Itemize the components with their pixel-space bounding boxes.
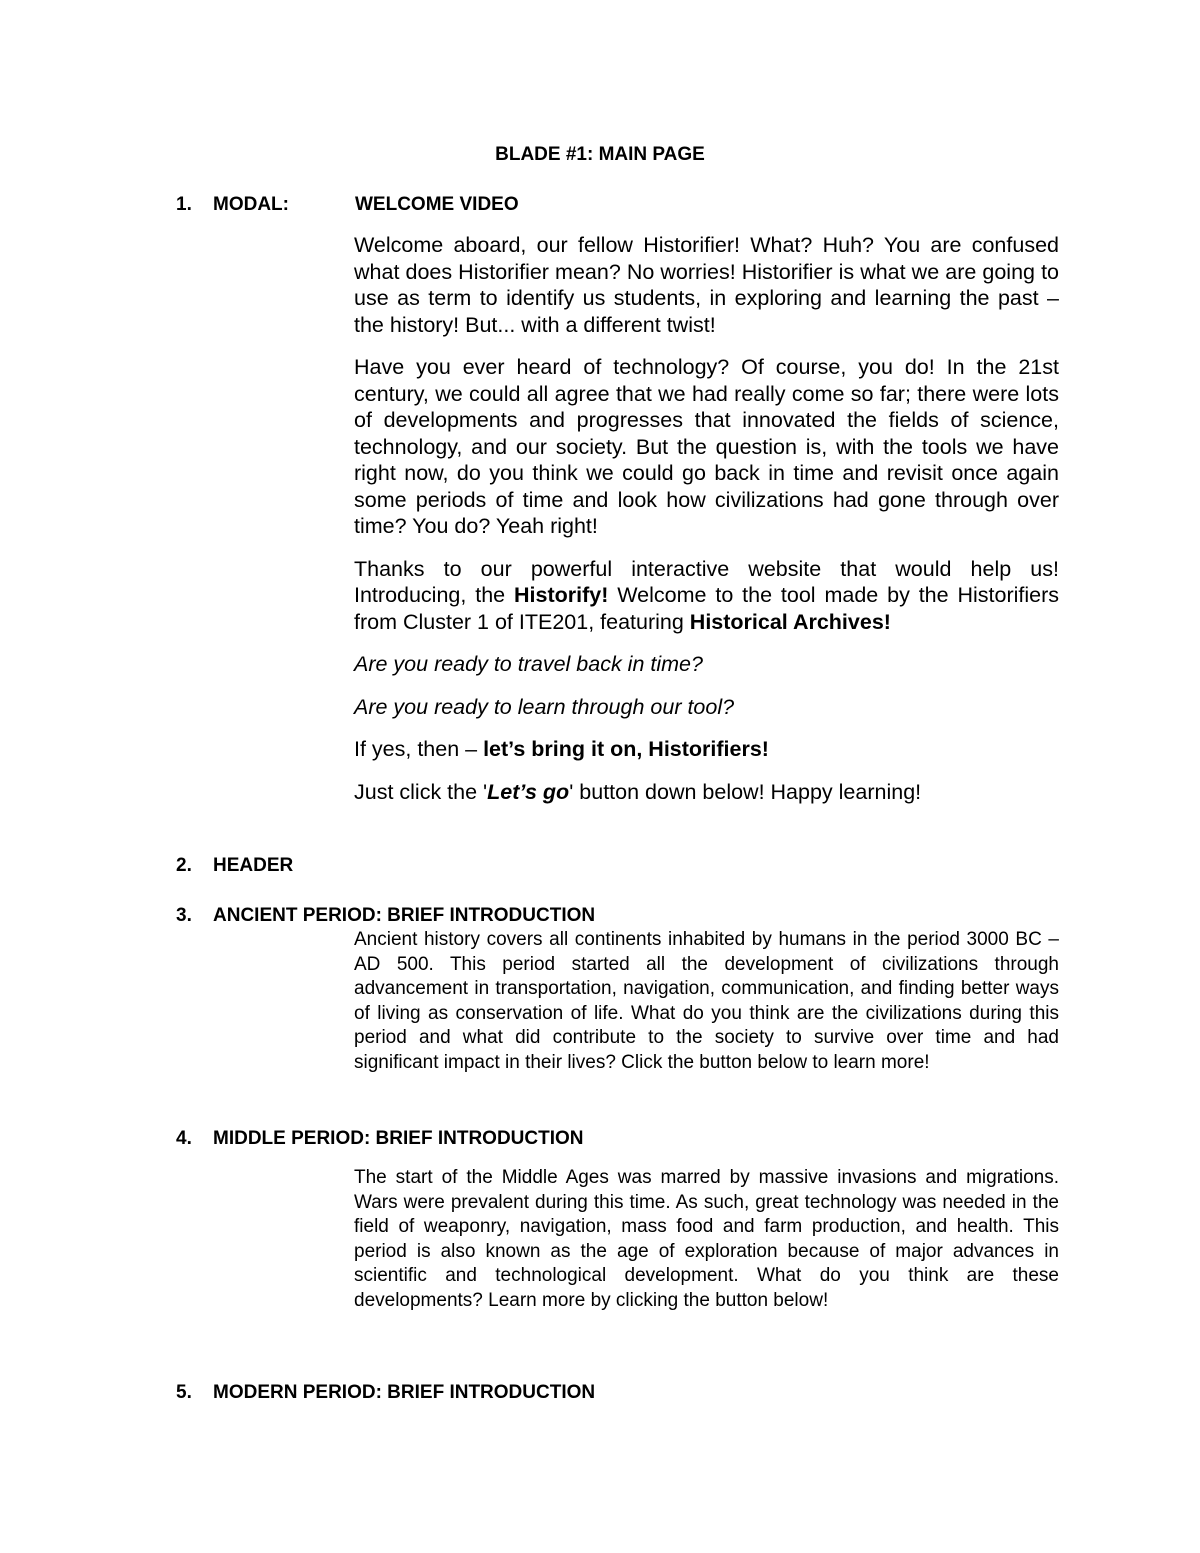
welcome-paragraph-2: Have you ever heard of technology? Of course, you do! In the 21st century, we could all agree that we had really come so far; there were lots of developments and progresses that innovated the fields of science, technology, and our society. But the question is, with the tools we have right now, do you think we could go back in time and revisit once again some periods of time and look how civilizations had gone through over time? You do? Yeah right! [354,355,1059,538]
instruction-line: Just click the 'Let’s go' button down below! Happy learning! [354,779,922,804]
section-subtitle: WELCOME VIDEO [355,194,519,215]
section-heading-header [176,854,293,878]
section-label: MODAL: [213,194,289,215]
welcome-body [354,232,1059,805]
middle-body [354,1166,1059,1314]
page-title: BLADE #1: MAIN PAGE [495,144,705,165]
welcome-paragraph-3: Thanks to our powerful interactive website that would help us! Introducing, the Historify! Welcome to the tool made by the Historifiers from Cluster 1 of ITE201, featuring Historical Archives! [354,556,1059,634]
section-number: 1. [176,194,192,215]
section-label: MIDDLE PERIOD: BRIEF INTRODUCTION [213,1128,584,1149]
section-heading-modern [176,1381,595,1405]
question-1: Are you ready to travel back in time? [354,652,703,676]
section-number: 5. [176,1382,192,1403]
ancient-paragraph: Ancient history covers all continents inhabited by humans in the period 3000 BC – AD 500. This period started all the development of civilizations through advancement in transportation, navigation, communication, and finding better ways of living as conservation of life. What do you think are the civilizations during this period and what did contribute to the society to survive over time and had significant impact in their lives? Click the button below to learn more! [354,929,1059,1073]
section-number: 3. [176,905,192,926]
section-number: 2. [176,855,192,876]
section-heading-middle [176,1127,584,1151]
section-label: HEADER [213,855,294,876]
feature-name: Historical Archives! [689,609,891,634]
middle-paragraph: The start of the Middle Ages was marred by massive invasions and migrations. Wars were prevalent during this time. As such, great technology was needed in the field of weaponry, navigation, mass food and farm production, and health. This period is also known as the age of exploration because of major advances in scientific and technological development. What do you think are these developments? Learn more by clicking the button below! [354,1167,1059,1311]
lets-go-label: Let’s go [487,779,570,804]
section-heading-ancient [176,904,595,928]
ancient-body [354,928,1059,1076]
section-label: ANCIENT PERIOD: BRIEF INTRODUCTION [213,905,596,926]
section-number: 4. [176,1128,192,1149]
question-2: Are you ready to learn through our tool? [354,694,735,719]
welcome-paragraph-1: Welcome aboard, our fellow Historifier! What? Huh? You are confused what does Historifier mean? No worries! Historifier is what we are going to use as term to identify us students, in exploring and learning the past – the history! But... with a different twist! [354,233,1059,337]
section-label: MODERN PERIOD: BRIEF INTRODUCTION [213,1382,596,1403]
brand-name: Historify! [514,583,609,607]
call-to-action: If yes, then – let’s bring it on, Historifiers! [354,737,769,761]
section-heading-modal [176,193,519,217]
